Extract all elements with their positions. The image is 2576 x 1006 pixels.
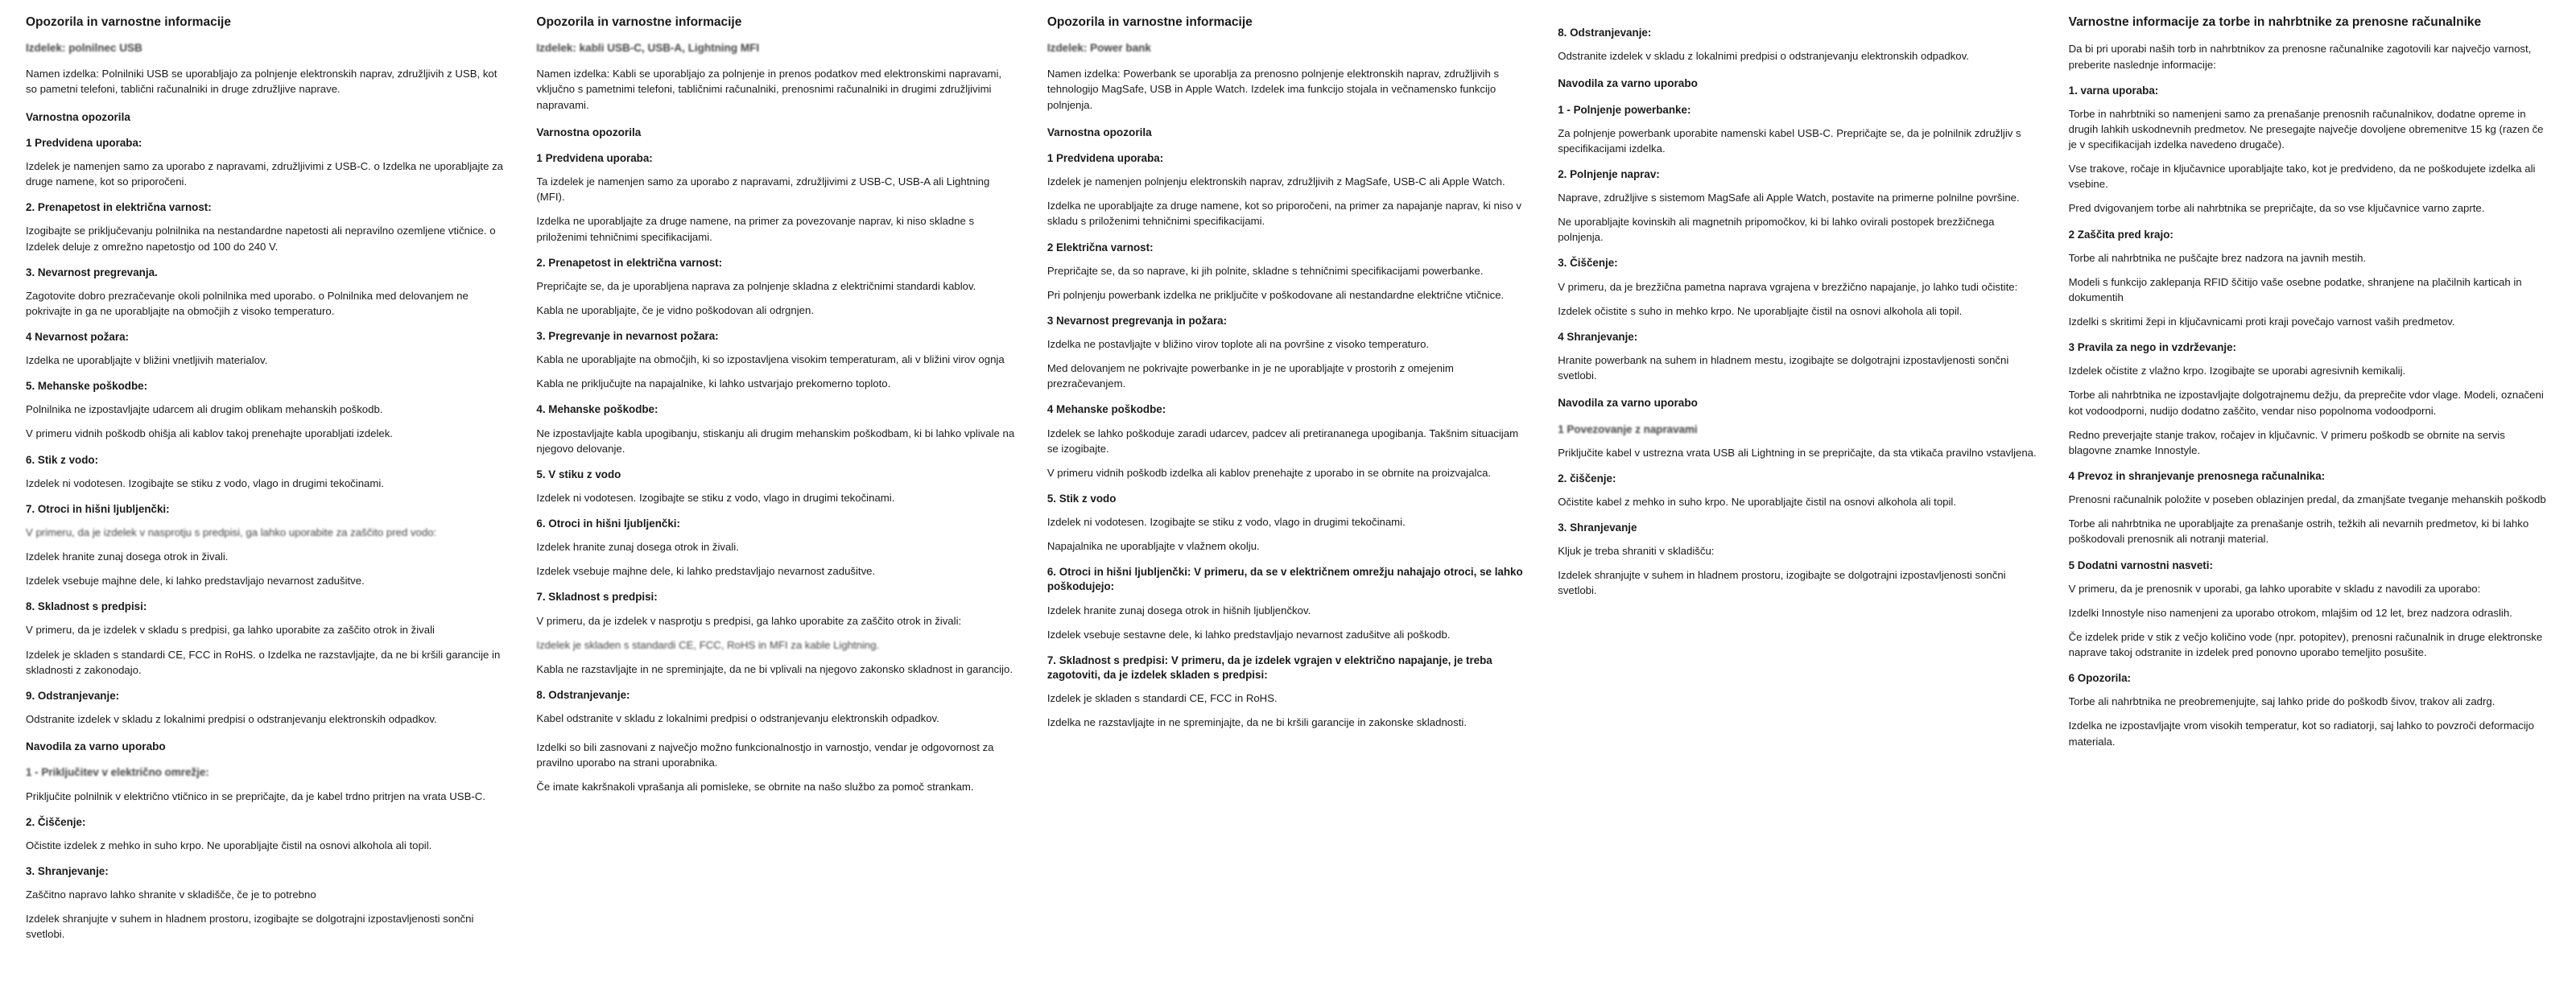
paragraph: Ta izdelek je namenjen samo za uporabo z napravami, združljivimi z USB-C, USB-A ali Lightning (MFI). <box>536 175 990 204</box>
paragraph: Zaščitno napravo lahko shranite v skladišče, če je to potrebno <box>26 888 316 901</box>
paragraph: Odstranite izdelek v skladu z lokalnimi predpisi o odstranjevanju elektronskih odpadkov. <box>1558 50 1969 63</box>
paragraph: V primeru, da je prenosnik v uporabi, ga lahko uporabite v skladu z navodili za uporabo: <box>2068 582 2481 595</box>
paragraph: Izdelka ne razstavljajte in ne spreminjajte, da ne bi kršili garancije in zakonske skladnosti. <box>1046 716 1467 729</box>
paragraph: Izdelek hranite zunaj dosega otrok in hišnih ljubljenčkov. <box>1046 604 1311 616</box>
paragraph: Kabla ne razstavljajte in ne spreminjajte, da ne bi vplivali na njegovo zakonsko skladnost in garancijo. <box>536 662 1013 675</box>
paragraph: Izdelka ne postavljajte v bližino virov toplote ali na površine z visoko temperaturo. <box>1046 338 1430 351</box>
document-column-col-powerbank <box>1033 14 1543 1006</box>
subsection-heading: 3 Pravila za nego in vzdrževanje: <box>2068 341 2237 354</box>
column-title: Opozorila in varnostne informacije <box>1046 15 1253 29</box>
paragraph: Prenosni računalnik položite v poseben oblazinjen predal, da zmanjšate tveganje mehanskih poškodb <box>2068 493 2546 506</box>
subsection-heading: 5. V stiku z vodo <box>536 468 621 480</box>
paragraph: Izdelek shranjujte v suhem in hladnem prostoru, izogibajte se dolgotrajni izpostavljenosti sončni svetlobi. <box>26 913 474 941</box>
subsection-heading: 5. Mehanske poškodbe: <box>26 380 148 393</box>
paragraph: Modeli s funkcijo zaklepanja RFID ščitijo vaše osebne podatke, shranjene na plačilnih karticah in dokumentih <box>2068 275 2522 303</box>
paragraph: Torbe ali nahrbtnika ne izpostavljajte dolgotrajnemu dežju, da preprečite vdor vlage. Modeli, označeni kot vodoodporni, nudijo dodatno zaščito, vendar niso popolnoma vodoodporni. <box>2068 389 2544 417</box>
paragraph: Očistite kabel z mehko in suho krpo. Ne uporabljajte čistil na osnovi alkohola ali topil. <box>1558 495 1957 508</box>
subsection-heading: 8. Odstranjevanje: <box>1558 27 1652 39</box>
paragraph: Pred dvigovanjem torbe ali nahrbtnika se prepričajte, da so vse ključavnice varno zaprte. <box>2068 202 2485 215</box>
column-title: Varnostne informacije za torbe in nahrbtnike za prenosne računalnike <box>2068 15 2482 29</box>
paragraph: Izdelek se lahko poškoduje zaradi udarcev, padcev ali pretirananega upogibanja. Takšnim situacijam se izogibajte. <box>1046 427 1519 455</box>
subsection-heading: 4 Prevoz in shranjevanje prenosnega računalnika: <box>2068 470 2326 483</box>
paragraph: Izdelek je skladen s standardi CE, FCC in RoHS. o Izdelka ne razstavljajte, da ne bi kršili garancije in skladnosti z zakonodajo. <box>26 648 501 676</box>
subsection-heading: 2 Električna varnost: <box>1046 241 1154 254</box>
subsection-heading: 5 Dodatni varnostni nasveti: <box>2068 559 2213 571</box>
paragraph: Hranite powerbank na suhem in hladnem mestu, izogibajte se dolgotrajni izpostavljenosti sončni svetlobi. <box>1558 353 2009 382</box>
paragraph: Med delovanjem ne pokrivajte powerbanke in je ne uporabljajte v prostorih z omejenim prezračevanjem. <box>1046 362 1454 390</box>
product-name-line: Izdelek: kabli USB-C, USB-A, Lightning MFI <box>536 42 760 55</box>
paragraph: Izdelek je skladen s standardi CE, FCC in RoHS. <box>1046 691 1278 704</box>
column-title: Opozorila in varnostne informacije <box>26 15 231 29</box>
subsection-heading: 6. Otroci in hišni ljubljenčki: V primeru, da se v električnem omrežju nahajajo otroci, se lahko poškodujejo: <box>1046 566 1523 593</box>
subsection-heading: 6 Opozorila: <box>2068 672 2132 685</box>
document-column-col-backpack <box>2054 14 2565 1006</box>
section-heading: Varnostna opozorila <box>1046 126 1152 138</box>
paragraph: Izdelka ne uporabljajte v bližini vnetljivih materialov. <box>26 354 268 367</box>
paragraph: Izdelek ni vodotesen. Izogibajte se stiku z vodo, vlago in drugimi tekočinami. <box>1046 516 1406 529</box>
paragraph: Ne uporabljajte kovinskih ali magnetnih pripomočkov, ki bi lahko ovirali postopek brezžičnega polnjenja. <box>1558 216 1995 244</box>
subsection-heading: 4 Nevarnost požara: <box>26 331 129 344</box>
paragraph: Priključite polnilnik v električno vtičnico in se prepričajte, da je kabel trdno pritrjen na vrata USB-C. <box>26 790 485 802</box>
subsection-heading: 2 Zaščita pred krajo: <box>2068 228 2174 241</box>
subsection-heading: 7. Otroci in hišni ljubljenčki: <box>26 502 170 515</box>
subsection-heading: 2. Čiščenje: <box>26 815 86 828</box>
paragraph: V primeru, da je izdelek v nasprotju s predpisi, ga lahko uporabite za zaščito pred vodo: <box>26 526 437 538</box>
subsection-heading: 2. Polnjenje naprav: <box>1558 167 1660 180</box>
paragraph: Torbe ali nahrbtnika ne preobremenjujte, saj lahko pride do poškodb šivov, trakov ali zadrg. <box>2068 695 2496 708</box>
paragraph: Torbe in nahrbtniki so namenjeni samo za prenašanje prenosnih računalnikov, dodatne opreme in drugih lahkih uskodnevnih predmetov. Ne presegajte največje dovoljene obremenitve 15 kg (razen če je v specifikacijah izdelka navedeno drugače). <box>2068 107 2544 151</box>
section-heading: Varnostna opozorila <box>26 110 130 123</box>
column-title: Opozorila in varnostne informacije <box>536 15 742 29</box>
paragraph: Izdelki Innostyle niso namenjeni za uporabo otrokom, mlajšim od 12 let, brez nadzora odraslih. <box>2068 606 2512 619</box>
paragraph: Polnilnika ne izpostavljajte udarcem ali drugim oblikam mehanskih poškodb. <box>26 403 383 416</box>
subsection-heading: 8. Odstranjevanje: <box>536 688 630 701</box>
paragraph: V primeru, da je izdelek v skladu s predpisi, ga lahko uporabite za zaščito otrok in živali <box>26 624 435 637</box>
document-column-col-powerbank-cont <box>1543 14 2054 1006</box>
paragraph: Kabel odstranite v skladu z lokalnimi predpisi o odstranjevanju elektronskih odpadkov. <box>536 712 939 725</box>
paragraph: Prepričajte se, da so naprave, ki jih polnite, skladne s tehničnimi specifikacijami powerbanke. <box>1046 264 1484 277</box>
paragraph: Naprave, združljive s sistemom MagSafe ali Apple Watch, postavite na primerne polnilne površine. <box>1558 192 2020 204</box>
paragraph: Izdelki s skritimi žepi in ključavnicami proti kraji povečajo varnost vaših predmetov. <box>2068 315 2455 328</box>
paragraph: Priključite kabel v ustrezna vrata USB ali Lightning in se prepričajte, da sta vtikača pravilno vstavljena. <box>1558 446 2037 459</box>
paragraph: Kabla ne uporabljajte, če je vidno poškodovan ali odrgnjen. <box>536 303 814 316</box>
subsection-heading: 6. Stik z vodo: <box>26 453 99 466</box>
paragraph: Če imate kakršnakoli vprašanja ali pomisleke, se obrnite na našo službo za pomoč strankam. <box>536 781 974 794</box>
subsection-heading: 9. Odstranjevanje: <box>26 689 120 702</box>
document-column-col-usb-c-usb-a-lightning <box>522 14 1032 1006</box>
subsection-heading: 1 - Polnjenje powerbanke: <box>1558 103 1691 116</box>
paragraph: Izdelek je namenjen polnjenju elektronskih naprav, združljivih z MagSafe, USB-C ali Apple Watch. <box>1046 175 1505 188</box>
paragraph: Izdelek vsebuje sestavne dele, ki lahko predstavljajo nevarnost zadušitve ali poškodb. <box>1046 628 1451 641</box>
paragraph: Izdelki so bili zasnovani z največjo možno funkcionalnostjo in varnostjo, vendar je odgovornost za pravilno uporabo na strani uporabnika. <box>536 741 994 769</box>
paragraph: Očistite izdelek z mehko in suho krpo. Ne uporabljajte čistil na osnovi alkohola ali topil. <box>26 839 432 851</box>
paragraph: Redno preverjajte stanje trakov, ročajev in ključavnic. V primeru poškodb se obrnite na servis blagovne znamke Innostyle. <box>2068 428 2505 456</box>
subsection-heading: 8. Skladnost s predpisi: <box>26 600 147 613</box>
subsection-heading: 3. Shranjevanje <box>1558 522 1637 534</box>
paragraph: Izdelek vsebuje majhne dele, ki lahko predstavljajo nevarnost zadušitve. <box>536 565 876 578</box>
subsection-heading: 3 Nevarnost pregrevanja in požara: <box>1046 314 1228 327</box>
section-heading: Navodila za varno uporabo <box>1558 397 1698 410</box>
subsection-heading: 3. Nevarnost pregrevanja. <box>26 266 158 278</box>
paragraph: Za polnjenje powerbank uporabite namenski kabel USB-C. Prepričajte se, da je polnilnik združljiv s specifikacijami izdelka. <box>1558 126 2021 155</box>
paragraph: Kljuk je treba shraniti v skladišču: <box>1558 545 1715 558</box>
paragraph: Izdelek shranjujte v suhem in hladnem prostoru, izogibajte se dolgotrajni izpostavljenosti sončni svetlobi. <box>1558 569 2006 597</box>
paragraph: Izogibajte se priključevanju polnilnika na nestandardne napetosti ali nepravilno ozemljene vtičnice. o Izdelek deluje z omrežno napetostjo od 100 do 240 V. <box>26 225 496 253</box>
subsection-heading: 7. Skladnost s predpisi: V primeru, da je izdelek vgrajen v električno napajanje, je treba zagotoviti, da je izdelek skladen s predpisi: <box>1046 653 1492 681</box>
subsection-heading: 1 Predvidena uporaba: <box>1046 152 1164 165</box>
subsection-heading: 3. Čiščenje: <box>1558 257 1618 270</box>
paragraph: V primeru vidnih poškodb izdelka ali kablov prenehajte z uporabo in se obrnite na proizvajalca. <box>1046 466 1492 479</box>
paragraph: Izdelek vsebuje majhne dele, ki lahko predstavljajo nevarnost zadušitve. <box>26 575 365 588</box>
subsection-heading: 3. Shranjevanje: <box>26 864 109 877</box>
paragraph: Torbe ali nahrbtnika ne puščajte brez nadzora na javnih mestih. <box>2068 251 2367 264</box>
subsection-heading: 4. Mehanske poškodbe: <box>536 403 658 416</box>
document-column-col-usb-cable <box>11 14 522 1006</box>
subsection-heading: 1. varna uporaba: <box>2068 84 2159 97</box>
paragraph: Izdelek očistite z vlažno krpo. Izogibajte se uporabi agresivnih kemikalij. <box>2068 365 2406 377</box>
paragraph: Izdelek hranite zunaj dosega otrok in živali. <box>536 541 739 554</box>
paragraph: Kabla ne uporabljajte na območjih, ki so izpostavljena visokim temperaturam, ali v bližini virov ognja <box>536 353 1005 366</box>
subsection-heading: 2. čiščenje: <box>1558 472 1616 484</box>
paragraph: Izdelka ne uporabljajte za druge namene, na primer za povezovanje naprav, ki niso skladne s priloženimi tehničnimi specifikacijami. <box>536 215 975 243</box>
paragraph: Pri polnjenju powerbank izdelka ne priključite v poškodovane ali nestandardne električne vtičnice. <box>1046 288 1505 301</box>
paragraph: Torbe ali nahrbtnika ne uporabljajte za prenašanje ostrih, težkih ali nevarnih predmetov, ki bi lahko poškodovali prenosnik ali notranji material. <box>2068 517 2529 546</box>
paragraph: Izdelek ni vodotesen. Izogibajte se stiku z vodo, vlago in drugimi tekočinami. <box>26 476 384 489</box>
section-heading: Varnostna opozorila <box>536 126 642 138</box>
paragraph: V primeru, da je brezžična pametna naprava vgrajena v brezžično napajanje, jo lahko tudi očistite: <box>1558 280 2018 293</box>
paragraph: Izdelka ne izpostavljajte vrom visokih temperatur, kot so radiatorji, saj lahko to povzroči deformacijo materiala. <box>2068 719 2534 748</box>
paragraph: Namen izdelka: Polnilniki USB se uporabljajo za polnjenje elektronskih naprav, združljivih z USB, kot so pametni telefoni, tablični računalniki in druge združljive naprave. <box>26 68 497 96</box>
paragraph: Napajalnika ne uporabljajte v vlažnem okolju. <box>1046 540 1260 553</box>
section-heading: Navodila za varno uporabo <box>26 740 166 753</box>
paragraph: V primeru vidnih poškodb ohišja ali kablov takoj prenehajte uporabljati izdelek. <box>26 427 393 440</box>
subsection-heading: 3. Pregrevanje in nevarnost požara: <box>536 330 719 343</box>
subsection-heading: 2. Prenapetost in električna varnost: <box>26 201 212 214</box>
paragraph: Izdelek hranite zunaj dosega otrok in živali. <box>26 550 229 563</box>
paragraph: Izdelek očistite s suho in mehko krpo. Ne uporabljajte čistil na osnovi alkohola ali topil. <box>1558 304 1963 317</box>
subsection-heading: 7. Skladnost s predpisi: <box>536 591 658 604</box>
paragraph: Če izdelek pride v stik z večjo količino vode (npr. potopitev), prenosni računalnik in druge elektronske naprave takoj odstranite in izdelek pred ponovno uporabo temeljito posušite. <box>2068 630 2543 659</box>
paragraph: Izdelek je namenjen samo za uporabo z napravami, združljivimi z USB-C. o Izdelka ne uporabljajte za druge namene, kot so priporočeni. <box>26 159 503 188</box>
subsection-heading: 1 Predvidena uporaba: <box>536 152 653 165</box>
paragraph: Izdelek je skladen s standardi CE, FCC, RoHS in MFI za kable Lightning. <box>536 638 880 651</box>
paragraph: V primeru, da je izdelek v nasprotju s predpisi, ga lahko uporabite za zaščito otrok in živali: <box>536 614 962 627</box>
paragraph: Zagotovite dobro prezračevanje okoli polnilnika med uporabo. o Polnilnika med delovanjem ne pokrivajte in ga ne uporabljajte na območjih z visoko temperaturo. <box>26 289 469 317</box>
subsection-heading: 1 Povezovanje z napravami <box>1558 423 1698 435</box>
paragraph: Ne izpostavljajte kabla upogibanju, stiskanju ali drugim mehanskim poškodbam, ki bi lahko vplivale na njegovo delovanje. <box>536 427 1015 455</box>
paragraph: Kabla ne priključujte na napajalnike, ki lahko ustvarjajo prekomerno toploto. <box>536 377 891 390</box>
subsection-heading: 1 - Priključitev v električno omrežje: <box>26 766 209 779</box>
subsection-heading: 4 Shranjevanje: <box>1558 330 1638 343</box>
subsection-heading: 4 Mehanske poškodbe: <box>1046 403 1166 416</box>
paragraph: Vse trakove, ročaje in ključavnice uporabljajte tako, kot je predvideno, da ne poškodujete izdelka ali vsebine. <box>2068 163 2536 191</box>
subsection-heading: 1 Predvidena uporaba: <box>26 136 142 149</box>
subsection-heading: 2. Prenapetost in električna varnost: <box>536 256 723 269</box>
paragraph: Prepričajte se, da je uporabljena naprava za polnjenje skladna z električnimi standardi kablov. <box>536 279 976 292</box>
paragraph: Odstranite izdelek v skladu z lokalnimi predpisi o odstranjevanju elektronskih odpadkov. <box>26 712 437 725</box>
subsection-heading: 6. Otroci in hišni ljubljenčki: <box>536 517 680 530</box>
subsection-heading: 5. Stik z vodo <box>1046 492 1117 505</box>
paragraph: Namen izdelka: Powerbank se uporablja za prenosno polnjenje elektronskih naprav, združljivih s tehnologijo MagSafe, USB in Apple Watch. Izdelek ima funkcijo stojala in večnamensko funkcijo polnjenja. <box>1046 68 1500 111</box>
section-heading: Navodila za varno uporabo <box>1558 77 1698 90</box>
paragraph: Da bi pri uporabi naših torb in nahrbtnikov za prenosne računalnike zagotovili kar največjo varnost, preberite naslednje informacije: <box>2068 43 2532 71</box>
paragraph: Izdelek ni vodotesen. Izogibajte se stiku z vodo, vlago in drugimi tekočinami. <box>536 491 895 504</box>
paragraph: Izdelka ne uporabljajte za druge namene, kot so priporočeni, na primer za napajanje naprav, ki niso v skladu s priloženimi tehničnimi specifikacijami. <box>1046 200 1521 228</box>
product-name-line: Izdelek: Power bank <box>1046 42 1151 55</box>
paragraph: Namen izdelka: Kabli se uporabljajo za polnjenje in prenos podatkov med elektronskimi napravami, vključno s pametnimi telefoni, tabličnimi računalniki, prenosnimi računalniki in drugimi združljivimi napravami. <box>536 68 1002 111</box>
product-name-line: Izdelek: polnilnec USB <box>26 42 142 55</box>
